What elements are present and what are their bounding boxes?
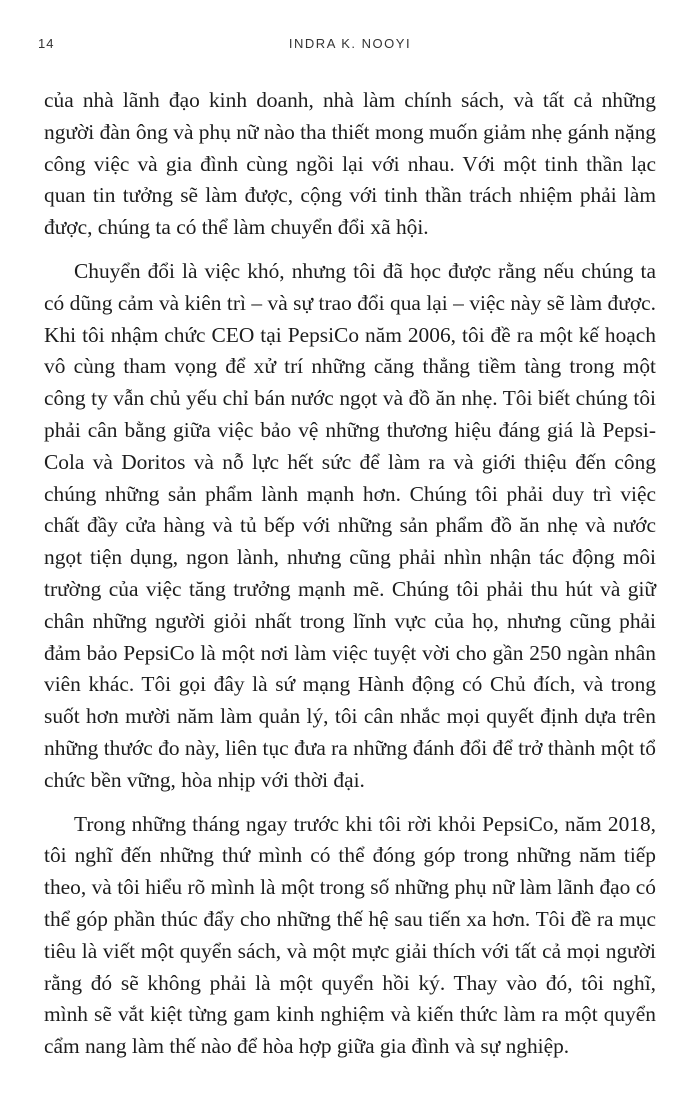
paragraph-continued: của nhà lãnh đạo kinh doanh, nhà làm chính sách, và tất cả những người đàn ông và phụ nữ nào tha thiết mong muốn giảm nhẹ gánh nặng công việc và gia đình cùng ngồi lại với nhau. Với một tinh thần lạc quan tin tưởng sẽ làm được, cộng với tinh thần trách nhiệm phải làm được, chúng ta có thể làm chuyển đổi xã hội. xyxy=(44,88,656,240)
running-title: INDRA K. NOOYI xyxy=(288,36,412,51)
page-number: 14 xyxy=(38,36,55,51)
paragraph: Chuyển đổi là việc khó, nhưng tôi đã học được rằng nếu chúng ta có dũng cảm và kiên trì – và sự trao đổi qua lại – việc này sẽ làm được. Khi tôi nhậm chức CEO tại PepsiCo năm 2006, tôi đề ra một kế hoạch vô cùng tham vọng để xử trí những căng thẳng tiềm tàng trong một công ty vẫn chủ yếu chỉ bán nước ngọt và đồ ăn nhẹ. Tôi biết chúng tôi phải cân bằng giữa việc bảo vệ những thương hiệu đáng giá là Pepsi-Cola và Doritos và nỗ lực hết sức để làm ra và giới thiệu đến công chúng những sản phẩm lành mạnh hơn. Chúng tôi phải duy trì việc chất đầy cửa hàng và tủ bếp với những sản phẩm đồ ăn nhẹ và nước ngọt tiện dụng, ngon lành, nhưng cũng phải nhìn nhận tác động môi trường của việc tăng trưởng mạnh mẽ. Chúng tôi phải thu hút và giữ chân những người giỏi nhất trong lĩnh vực của họ, nhưng cũng phải đảm bảo PepsiCo là một nơi làm việc tuyệt vời cho gần 250 ngàn nhân viên khác. Tôi gọi đây là sứ mạng Hành động có Chủ đích, và trong suốt hơn mười năm làm quản lý, tôi cân nhắc mọi quyết định dựa trên những thước đo này, liên tục đưa ra những đánh đổi để trở thành một tổ chức bền vững, hòa nhịp với thời đại. xyxy=(44,258,656,792)
body-text xyxy=(44,85,656,1075)
paragraph: Trong những tháng ngay trước khi tôi rời khỏi PepsiCo, năm 2018, tôi nghĩ đến những thứ mình có thể đóng góp trong những năm tiếp theo, và tôi hiểu rõ mình là một trong số những phụ nữ làm lãnh đạo có thể góp phần thúc đẩy cho những thế hệ sau tiến xa hơn. Tôi đề ra mục tiêu là viết một quyển sách, và một mực giải thích với tất cả mọi người rằng đó sẽ không phải là một quyển hồi ký. Thay vào đó, tôi nghĩ, mình sẽ vắt kiệt từng gam kinh nghiệm và kiến thức làm ra một quyển cẩm nang làm thế nào để hòa hợp giữa gia đình và sự nghiệp. xyxy=(44,811,656,1059)
running-header xyxy=(38,36,662,56)
